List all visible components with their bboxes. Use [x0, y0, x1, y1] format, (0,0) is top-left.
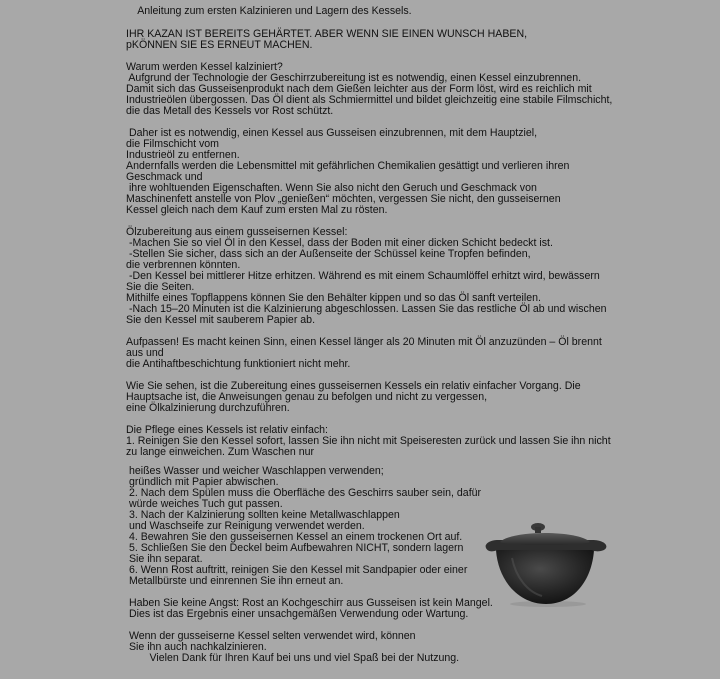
section-heading: Die Pflege eines Kessels ist relativ einfach: [126, 424, 328, 436]
text-line: -Machen Sie so viel Öl in den Kessel, dass der Boden mit einer dicken Schicht bedeckt ist. [126, 237, 553, 249]
text-line: Maschinenfett anstelle von Plov „genießen“ möchten, vergessen Sie nicht, den gusseisernen [126, 193, 561, 205]
text-line: IHR KAZAN IST BEREITS GEHÄRTET. ABER WENN SIE EINEN WUNSCH HABEN, [126, 28, 528, 40]
text-line: und Waschseife zur Reinigung verwendet werden. [126, 520, 365, 532]
text-line: pKÖNNEN SIE ES ERNEUT MACHEN. [126, 39, 313, 51]
section-heading: Warum werden Kessel kalziniert? [126, 61, 283, 73]
text-line: die Filmschicht vom [126, 138, 220, 150]
text-line: heißes Wasser und weicher Waschlappen verwenden; [126, 465, 384, 477]
text-line: 3. Nach der Kalzinierung sollten keine Metallwaschlappen [126, 509, 400, 521]
text-line: Haben Sie keine Angst: Rost an Kochgeschirr aus Gusseisen ist kein Mangel. [126, 597, 493, 609]
text-line: -Den Kessel bei mittlerer Hitze erhitzen. Während es mit einem Schaumlöffel erhitzt wird, bewässern [126, 270, 600, 282]
text-line: Sie den Kessel mit sauberem Papier ab. [126, 314, 316, 326]
section-heading: Ölzubereitung aus einem gusseisernen Kessel: [126, 226, 348, 238]
text-line: 1. Reinigen Sie den Kessel sofort, lassen Sie ihn nicht mit Speiseresten zurück und lassen Sie ihn nicht [126, 435, 611, 447]
text-line: 2. Nach dem Spülen muss die Oberfläche des Geschirrs sauber sein, dafür [126, 487, 482, 499]
text-line: Dies ist das Ergebnis einer unsachgemäßen Verwendung oder Wartung. [126, 608, 469, 620]
text-line: Geschmack und [126, 171, 203, 183]
text-line: Sie ihn separat. [126, 553, 203, 565]
text-line: Aufgrund der Technologie der Geschirrzubereitung ist es notwendig, einen Kessel einzubrennen. [126, 72, 582, 84]
text-line: ihre wohltuenden Eigenschaften. Wenn Sie also nicht den Geruch und Geschmack von [126, 182, 537, 194]
text-line: Kessel gleich nach dem Kauf zum ersten Mal zu rösten. [126, 204, 388, 216]
text-line: Metallbürste und einrennen Sie ihn erneut an. [126, 575, 344, 587]
text-line: Sie ihn auch nachkalzinieren. [126, 641, 267, 653]
text-line: gründlich mit Papier abwischen. [126, 476, 279, 488]
text-line: die das Metall des Kessels vor Rost schützt. [126, 105, 334, 117]
text-line: eine Ölkalzinierung durchzuführen. [126, 402, 290, 414]
text-line: die Antihaftbeschichtung funktioniert nicht mehr. [126, 358, 351, 370]
text-line: Sie die Seiten. [126, 281, 195, 293]
text-line: Wenn der gusseiserne Kessel selten verwendet wird, können [126, 630, 416, 642]
cast-iron-kazan-pot-icon [482, 518, 610, 608]
text-line: würde weiches Tuch gut passen. [126, 498, 283, 510]
text-line: 6. Wenn Rost auftritt, reinigen Sie den Kessel mit Sandpapier oder einer [126, 564, 468, 576]
text-line: 4. Bewahren Sie den gusseisernen Kessel an einem trockenen Ort auf. [126, 531, 463, 543]
closing-line: Vielen Dank für Ihren Kauf bei uns und viel Spaß bei der Nutzung. [126, 652, 460, 664]
text-line: die verbrennen könnten. [126, 259, 241, 271]
text-line: aus und [126, 347, 164, 359]
text-line: -Stellen Sie sicher, dass sich an der Außenseite der Schüssel keine Tropfen befinden, [126, 248, 531, 260]
text-line: Daher ist es notwendig, einen Kessel aus Gusseisen einzubrennen, mit dem Hauptziel, [126, 127, 538, 139]
document-title: Anleitung zum ersten Kalzinieren und Lagern des Kessels. [126, 5, 412, 17]
text-line: zu lange einweichen. Zum Waschen nur [126, 446, 315, 458]
text-line: Damit sich das Gusseisenprodukt nach dem Gießen leichter aus der Form löst, wird es reichlich mit [126, 83, 592, 95]
text-line: 5. Schließen Sie den Deckel beim Aufbewahren NICHT, sondern lagern [126, 542, 464, 554]
text-line: Mithilfe eines Topflappens können Sie den Behälter kippen und so das Öl sanft verteilen. [126, 292, 541, 304]
text-line: Wie Sie sehen, ist die Zubereitung eines gusseisernen Kessels ein relativ einfacher Vorgang. Die [126, 380, 581, 392]
text-line: Industrieölen übergossen. Das Öl dient als Schmiermittel und bildet gleichzeitig eine stabile Filmschicht, [126, 94, 613, 106]
warning-line: Aufpassen! Es macht keinen Sinn, einen Kessel länger als 20 Minuten mit Öl anzuzünden – Öl brennt [126, 336, 602, 348]
text-line: Andernfalls werden die Lebensmittel mit gefährlichen Chemikalien gesättigt und verlieren ihren [126, 160, 570, 172]
text-line: -Nach 15–20 Minuten ist die Kalzinierung abgeschlossen. Lassen Sie das restliche Öl ab und wischen [126, 303, 607, 315]
text-line: Hauptsache ist, die Anweisungen genau zu befolgen und nicht zu vergessen, [126, 391, 488, 403]
text-line: Industrieöl zu entfernen. [126, 149, 240, 161]
